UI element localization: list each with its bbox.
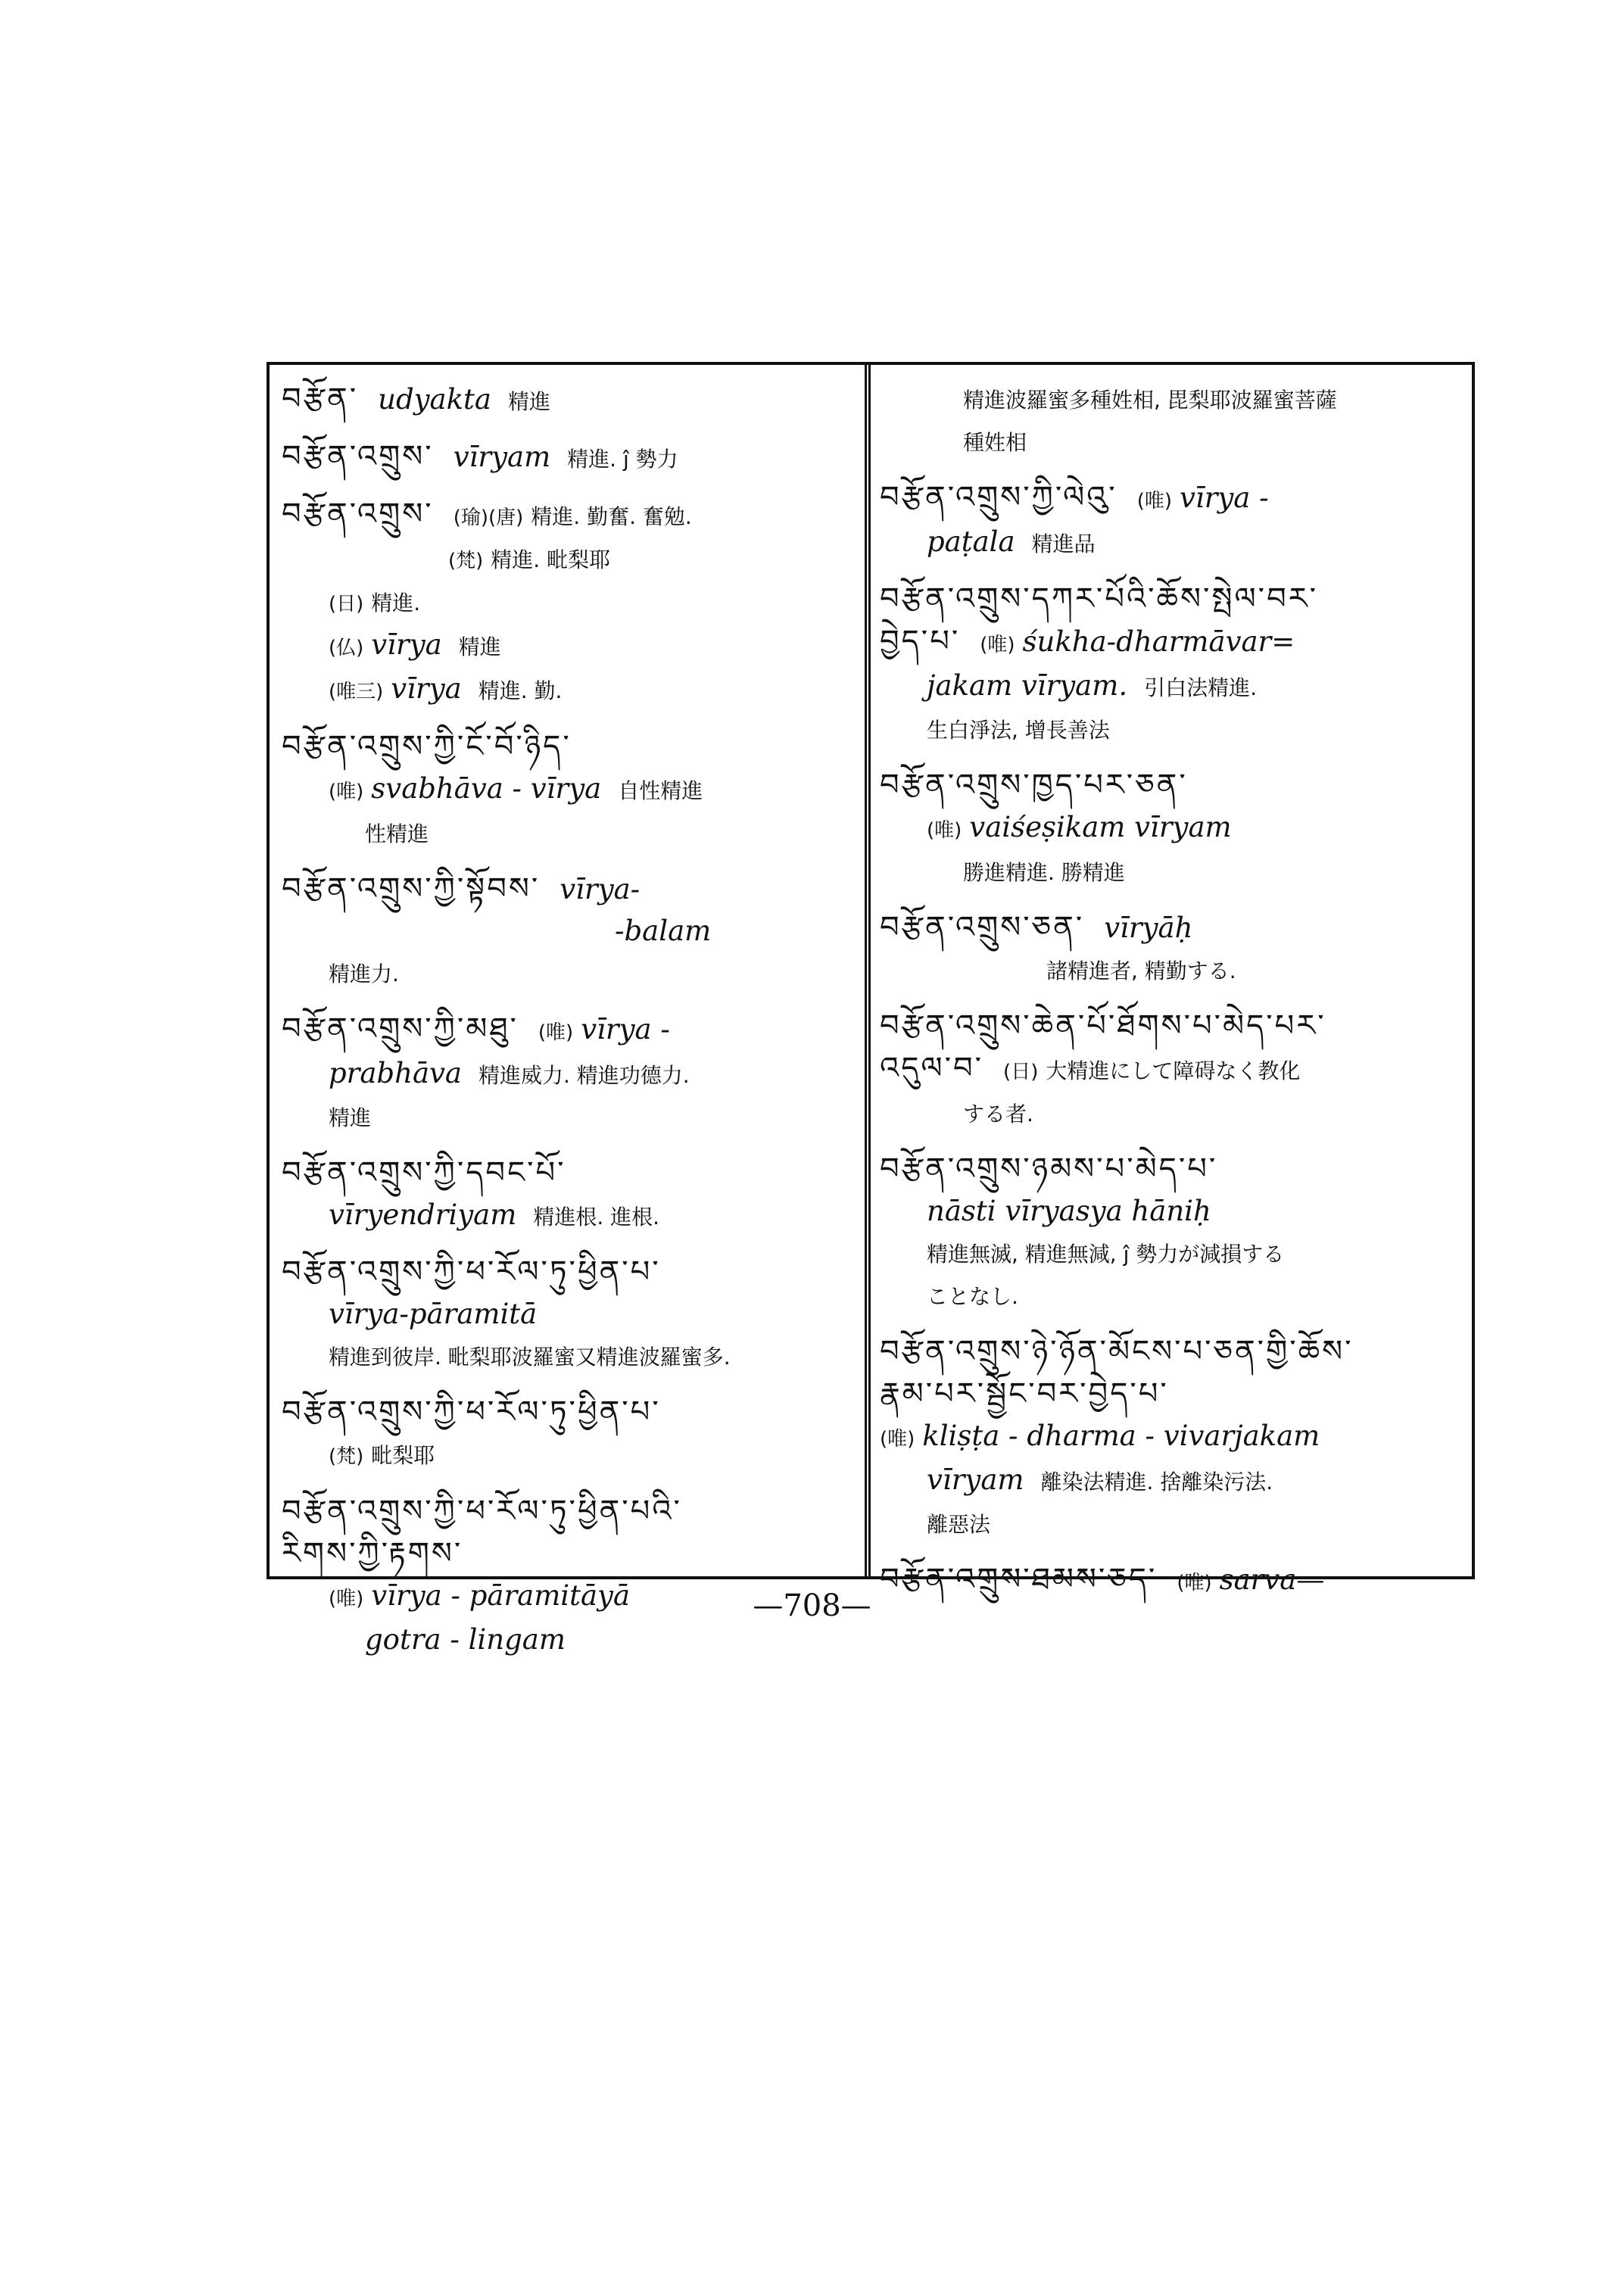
entry-line bbox=[880, 1149, 1467, 1191]
gloss-text: 精進力. bbox=[329, 962, 399, 986]
sanskrit-term: udyakta bbox=[378, 383, 491, 416]
source-tag: (瑜)(唐) bbox=[453, 506, 524, 529]
entry-line bbox=[282, 1392, 857, 1434]
tibetan-headword: བརྩོན་འགྲུས་ཉམས་པ་མེད་པ་ bbox=[880, 1152, 1218, 1186]
sanskrit-term: vīryendriyam bbox=[329, 1198, 517, 1231]
tibetan-headword: བརྩོན་འགྲུས་ཉེ་ཉོན་མོངས་པ་ཅན་གྱི་ཆོས་ bbox=[880, 1334, 1354, 1369]
dictionary-entry bbox=[282, 436, 857, 480]
dictionary-entry bbox=[282, 1491, 857, 1661]
entry-line bbox=[282, 1491, 857, 1533]
entry-line bbox=[880, 1416, 1467, 1460]
tibetan-headword: བརྩོན་འགྲུས་ཀྱི་མཐུ་ bbox=[282, 1011, 519, 1046]
tibetan-headword: བརྩོན་འགྲུས་ཆེན་པོ་ཐོགས་པ་མེད་པར་ bbox=[880, 1008, 1326, 1043]
tibetan-headword: བརྩོན་འགྲུས་དཀར་པོའི་ཆོས་སྤེལ་བར་ bbox=[880, 581, 1319, 616]
gloss-text: 精進. 勤. bbox=[478, 678, 563, 703]
entry-line bbox=[282, 625, 857, 669]
entry-line bbox=[880, 1005, 1467, 1048]
entry-line bbox=[282, 538, 857, 581]
tibetan-headword: བརྩོན་འགྲུས་ཀྱི་ཕ་རོལ་ཏུ་ཕྱིན་པའི་ bbox=[282, 1494, 682, 1529]
entry-line bbox=[282, 1251, 857, 1294]
tibetan-headword: བརྩོན་འགྲུས་ཀྱི་ངོ་བོ་ཉིད་ bbox=[282, 729, 572, 764]
source-tag: (唯) bbox=[927, 819, 962, 842]
gloss-text: 精進品 bbox=[1031, 531, 1096, 556]
entry-line bbox=[880, 765, 1467, 807]
dictionary-entry bbox=[282, 1008, 857, 1139]
dictionary-entry bbox=[880, 1331, 1467, 1545]
sanskrit-term: śukha-dharmāvar= bbox=[1022, 625, 1295, 658]
tibetan-headword: བརྩོན་འགྲུས་ཀྱི་དབང་པོ་ bbox=[282, 1155, 566, 1190]
tibetan-headword: འདུལ་བ་ bbox=[880, 1051, 984, 1086]
entry-line bbox=[880, 1191, 1467, 1233]
dictionary-entry bbox=[282, 1152, 857, 1238]
entry-line bbox=[880, 1048, 1467, 1092]
entry-line bbox=[880, 807, 1467, 851]
gloss-text: 精進. 勤奮. 奮勉. bbox=[531, 504, 692, 529]
entry-line bbox=[282, 1152, 857, 1195]
entry-line bbox=[282, 436, 857, 480]
dictionary-entry bbox=[880, 379, 1467, 463]
sanskrit-term: vīrya-pāramitā bbox=[329, 1298, 538, 1330]
gloss-text: する者. bbox=[963, 1102, 1033, 1127]
gloss-text: 毗梨耶 bbox=[371, 1443, 435, 1468]
gloss-text: 離惡法 bbox=[927, 1512, 991, 1537]
sanskrit-term: jakam vīryam. bbox=[927, 669, 1128, 702]
gloss-text: 精進. bbox=[371, 591, 421, 616]
entry-line bbox=[880, 1331, 1467, 1373]
dictionary-entry bbox=[282, 494, 857, 712]
tibetan-headword: བརྩོན་འགྲུས་ཀྱི་ལེའུ་ bbox=[880, 480, 1117, 515]
entry-line bbox=[282, 379, 857, 422]
column-divider bbox=[865, 362, 871, 1579]
gloss-text: 精進. 毗梨耶 bbox=[491, 547, 611, 572]
tibetan-headword: བརྩོན་འགྲུས་ bbox=[282, 439, 434, 474]
entry-line bbox=[880, 1233, 1467, 1275]
source-tag: (日) bbox=[1003, 1061, 1039, 1083]
entry-line bbox=[282, 1533, 857, 1576]
dictionary-entry bbox=[880, 1149, 1467, 1317]
sanskrit-term: vīrya - pāramitāyā bbox=[371, 1579, 631, 1612]
page-number: —708— bbox=[753, 1588, 871, 1623]
source-tag: (梵) bbox=[448, 550, 484, 572]
gloss-text: 精進波羅蜜多種姓相, 毘梨耶波羅蜜菩薩 bbox=[963, 388, 1337, 413]
dictionary-entry bbox=[880, 1005, 1467, 1135]
sanskrit-term: vīryam bbox=[453, 441, 551, 473]
entry-line bbox=[880, 1503, 1467, 1545]
source-tag: (唯) bbox=[1136, 490, 1172, 513]
source-tag: (唯) bbox=[329, 1588, 364, 1610]
source-tag: (日) bbox=[329, 593, 364, 616]
dictionary-entry bbox=[282, 868, 857, 995]
dictionary-entry bbox=[880, 578, 1467, 751]
tibetan-headword: བརྩོན་ bbox=[282, 382, 359, 416]
sanskrit-term: vīrya bbox=[391, 672, 462, 705]
entry-line bbox=[282, 1294, 857, 1336]
entry-line bbox=[282, 1053, 857, 1096]
tibetan-headword: བརྩོན་འགྲུས་ཅན་ bbox=[880, 910, 1085, 945]
tibetan-headword: རྣམ་པར་སྦྱོང་བར་བྱེད་པ་ bbox=[880, 1376, 1169, 1411]
sanskrit-term: vīryam bbox=[927, 1463, 1024, 1496]
gloss-text: 精進 bbox=[329, 1105, 372, 1130]
gloss-text: 諸精進者, 精勤する. bbox=[1046, 958, 1236, 983]
gloss-text: 精進根. 進根. bbox=[533, 1205, 660, 1230]
entry-line bbox=[880, 477, 1467, 522]
source-tag: (唯) bbox=[1177, 1572, 1212, 1594]
gloss-text: ことなし. bbox=[927, 1284, 1018, 1309]
entry-line bbox=[880, 665, 1467, 709]
gloss-text: 精進 bbox=[507, 389, 550, 414]
tibetan-headword: བརྩོན་འགྲུས་ bbox=[282, 497, 434, 531]
entry-line bbox=[880, 1275, 1467, 1317]
sanskrit-term: gotra - lingam bbox=[365, 1623, 566, 1656]
gloss-text: 精進. ĵ 勢力 bbox=[567, 447, 678, 472]
source-tag: (唯三) bbox=[329, 681, 384, 703]
gloss-text: 種姓相 bbox=[963, 430, 1027, 455]
sanskrit-term: vīrya bbox=[371, 628, 442, 661]
tibetan-headword: བརྩོན་འགྲུས་ཁྱད་པར་ཅན་ bbox=[880, 768, 1188, 803]
entry-line bbox=[282, 726, 857, 768]
entry-line bbox=[282, 1336, 857, 1378]
source-tag: (唯) bbox=[538, 1021, 574, 1044]
dictionary-entry bbox=[880, 907, 1467, 992]
entry-line bbox=[282, 868, 857, 911]
tibetan-headword: བྱེད་པ་ bbox=[880, 624, 961, 659]
tibetan-headword: བརྩོན་འགྲུས་ཀྱི་ཕ་རོལ་ཏུ་ཕྱིན་པ་ bbox=[282, 1255, 661, 1289]
dictionary-entry bbox=[282, 1251, 857, 1378]
entry-line bbox=[880, 949, 1467, 992]
source-tag: (唯) bbox=[329, 781, 364, 803]
source-tag: (唯) bbox=[980, 634, 1015, 656]
sanskrit-term: sarva— bbox=[1219, 1563, 1325, 1596]
entry-line bbox=[282, 1096, 857, 1139]
entry-line bbox=[880, 851, 1467, 893]
dictionary-entry bbox=[880, 765, 1467, 893]
sanskrit-term: -balam bbox=[615, 915, 712, 947]
dictionary-entry bbox=[880, 477, 1467, 565]
tibetan-headword: བརྩོན་འགྲུས་ཐམས་ཅད་ bbox=[880, 1562, 1158, 1597]
entry-line bbox=[880, 379, 1467, 421]
entry-line bbox=[282, 669, 857, 712]
source-tag: (仏) bbox=[329, 637, 364, 659]
gloss-text: 大精進にして障碍なく教化 bbox=[1046, 1058, 1301, 1083]
entry-line bbox=[880, 421, 1467, 463]
dictionary-entry bbox=[282, 1392, 857, 1477]
dictionary-entry bbox=[282, 726, 857, 855]
entry-line bbox=[880, 709, 1467, 751]
tibetan-headword: བརྩོན་འགྲུས་ཀྱི་ཕ་རོལ་ཏུ་ཕྱིན་པ་ bbox=[282, 1395, 661, 1429]
sanskrit-term: vīrya - bbox=[1179, 482, 1269, 514]
sanskrit-term: vaiśeṣikam vīryam bbox=[969, 811, 1232, 843]
sanskrit-term: paṭala bbox=[927, 525, 1015, 558]
entry-line bbox=[282, 812, 857, 855]
gloss-text: 勝進精進. 勝精進 bbox=[963, 860, 1125, 885]
sanskrit-term: prabhāva bbox=[329, 1057, 462, 1089]
entry-line bbox=[282, 1619, 857, 1661]
entry-line bbox=[880, 1092, 1467, 1135]
gloss-text: 精進 bbox=[458, 634, 501, 659]
gloss-text: 精進到彼岸. 毗梨耶波羅蜜又精進波羅蜜多. bbox=[329, 1345, 731, 1370]
entry-line bbox=[880, 522, 1467, 565]
gloss-text: 離染法精進. 捨離染污法. bbox=[1040, 1470, 1273, 1495]
entry-line bbox=[880, 907, 1467, 949]
gloss-text: 精進威力. 精進功德力. bbox=[478, 1063, 690, 1088]
entry-line bbox=[880, 578, 1467, 621]
entry-line bbox=[282, 952, 857, 995]
entry-line bbox=[880, 1460, 1467, 1503]
sanskrit-term: vīryāḥ bbox=[1104, 912, 1193, 944]
sanskrit-term: vīrya- bbox=[560, 873, 641, 905]
sanskrit-term: svabhāva - vīrya bbox=[371, 772, 602, 805]
entry-line bbox=[282, 911, 857, 952]
entry-line bbox=[282, 768, 857, 812]
gloss-text: 精進無滅, 精進無減, ĵ 勢力が減損する bbox=[927, 1242, 1285, 1267]
right-column bbox=[880, 379, 1467, 1597]
gloss-text: 性精進 bbox=[365, 821, 429, 846]
sanskrit-term: vīrya - bbox=[581, 1013, 670, 1046]
tibetan-headword: རིགས་ཀྱི་རྟགས་ bbox=[282, 1536, 463, 1571]
entry-line bbox=[880, 1373, 1467, 1416]
source-tag: (梵) bbox=[329, 1445, 364, 1468]
tibetan-headword: བརྩོན་འགྲུས་ཀྱི་སྟོབས་ bbox=[282, 871, 541, 906]
entry-line bbox=[282, 1008, 857, 1053]
entry-line bbox=[282, 1195, 857, 1238]
entry-line bbox=[282, 581, 857, 625]
sanskrit-term: kliṣṭa - dharma - vivarjakam bbox=[922, 1420, 1320, 1452]
source-tag: (唯) bbox=[880, 1428, 915, 1451]
entry-line bbox=[880, 621, 1467, 665]
gloss-text: 引白法精進. bbox=[1144, 675, 1257, 700]
sanskrit-term: nāsti vīryasya hāniḥ bbox=[927, 1195, 1211, 1227]
gloss-text: 自性精進 bbox=[618, 778, 703, 803]
entry-line bbox=[282, 494, 857, 538]
dictionary-entry bbox=[282, 379, 857, 422]
entry-line bbox=[282, 1434, 857, 1477]
gloss-text: 生白淨法, 增長善法 bbox=[927, 718, 1110, 743]
